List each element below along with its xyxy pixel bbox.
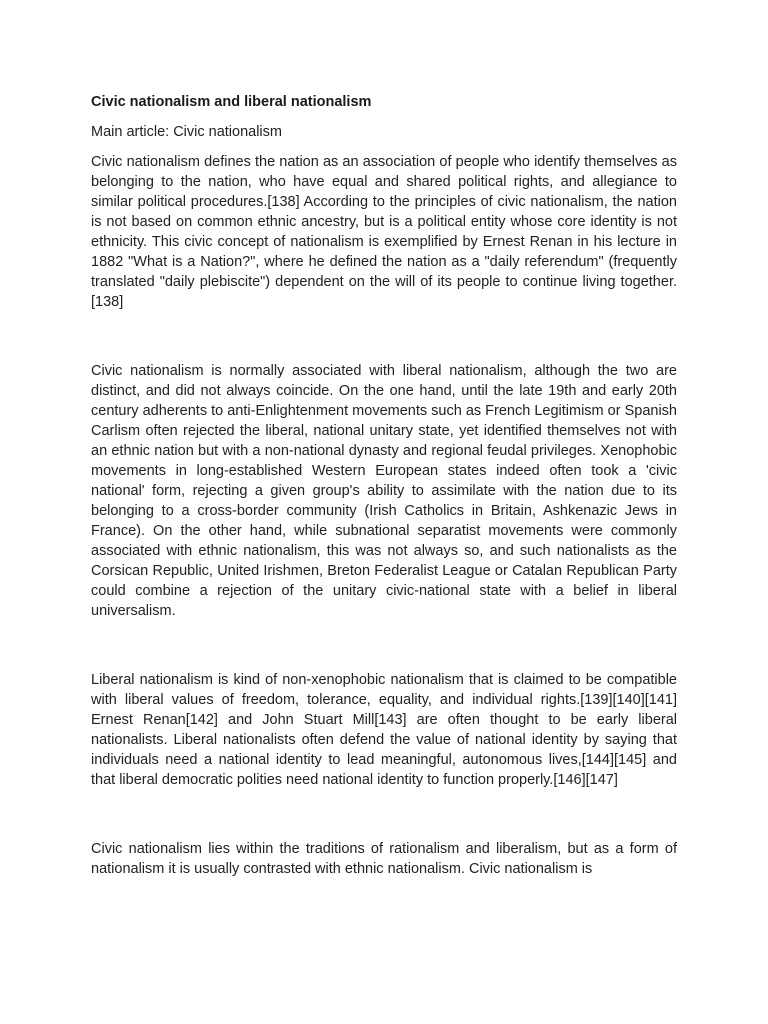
paragraph-civic-definition: Civic nationalism defines the nation as an association of people who identify themselves as belonging to the nation, who have equal and shared political rights, and allegiance to similar political procedures.[138] According to the principles of civic nationalism, the nation is not based on common ethnic ancestry, but is a political entity whose core identity is not ethnicity. This civic concept of nationalism is exemplified by Ernest Renan in his lecture in 1882 "What is a Nation?", where he defined the nation as a "daily referendum" (frequently translated "daily plebiscite") dependent on the will of its people to continue living together.[138] [91,154,677,310]
paragraph-civic-traditions: Civic nationalism lies within the traditions of rationalism and liberalism, but as a form of nationalism it is usually contrasted with ethnic nationalism. Civic nationalism is [91,841,677,877]
paragraph-spacer [91,790,677,839]
paragraph-spacer [91,621,677,670]
document-page [91,92,677,879]
main-article-note: Main article: Civic nationalism [91,124,282,140]
paragraph-civic-liberal-relation: Civic nationalism is normally associated with liberal nationalism, although the two are distinct, and did not always coincide. On the one hand, until the late 19th and early 20th century adherents to anti-Enlightenment movements such as French Legitimism or Spanish Carlism often rejected the liberal, national unitary state, yet identified themselves not with an ethnic nation but with a non-national dynasty and regional feudal privileges. Xenophobic movements in long-established Western European states indeed often took a 'civic national' form, rejecting a given group's ability to assimilate with the nation due to its belonging to a cross-border community (Irish Catholics in Britain, Ashkenazic Jews in France). On the other hand, while subnational separatist movements were commonly associated with ethnic nationalism, this was not always so, and such nationalists as the Corsican Republic, United Irishmen, Breton Federalist League or Catalan Republican Party could combine a rejection of the unitary civic-national state with a belief in liberal universalism. [91,363,677,619]
paragraph-spacer [91,312,677,361]
paragraph-liberal-nationalism: Liberal nationalism is kind of non-xenophobic nationalism that is claimed to be compatible with liberal values of freedom, tolerance, equality, and individual rights.[139][140][141] Ernest Renan[142] and John Stuart Mill[143] are often thought to be early liberal nationalists. Liberal nationalists often defend the value of national identity by saying that individuals need a national identity to lead meaningful, autonomous lives,[144][145] and that liberal democratic polities need national identity to function properly.[146][147] [91,672,677,788]
section-heading: Civic nationalism and liberal nationalism [91,94,372,110]
